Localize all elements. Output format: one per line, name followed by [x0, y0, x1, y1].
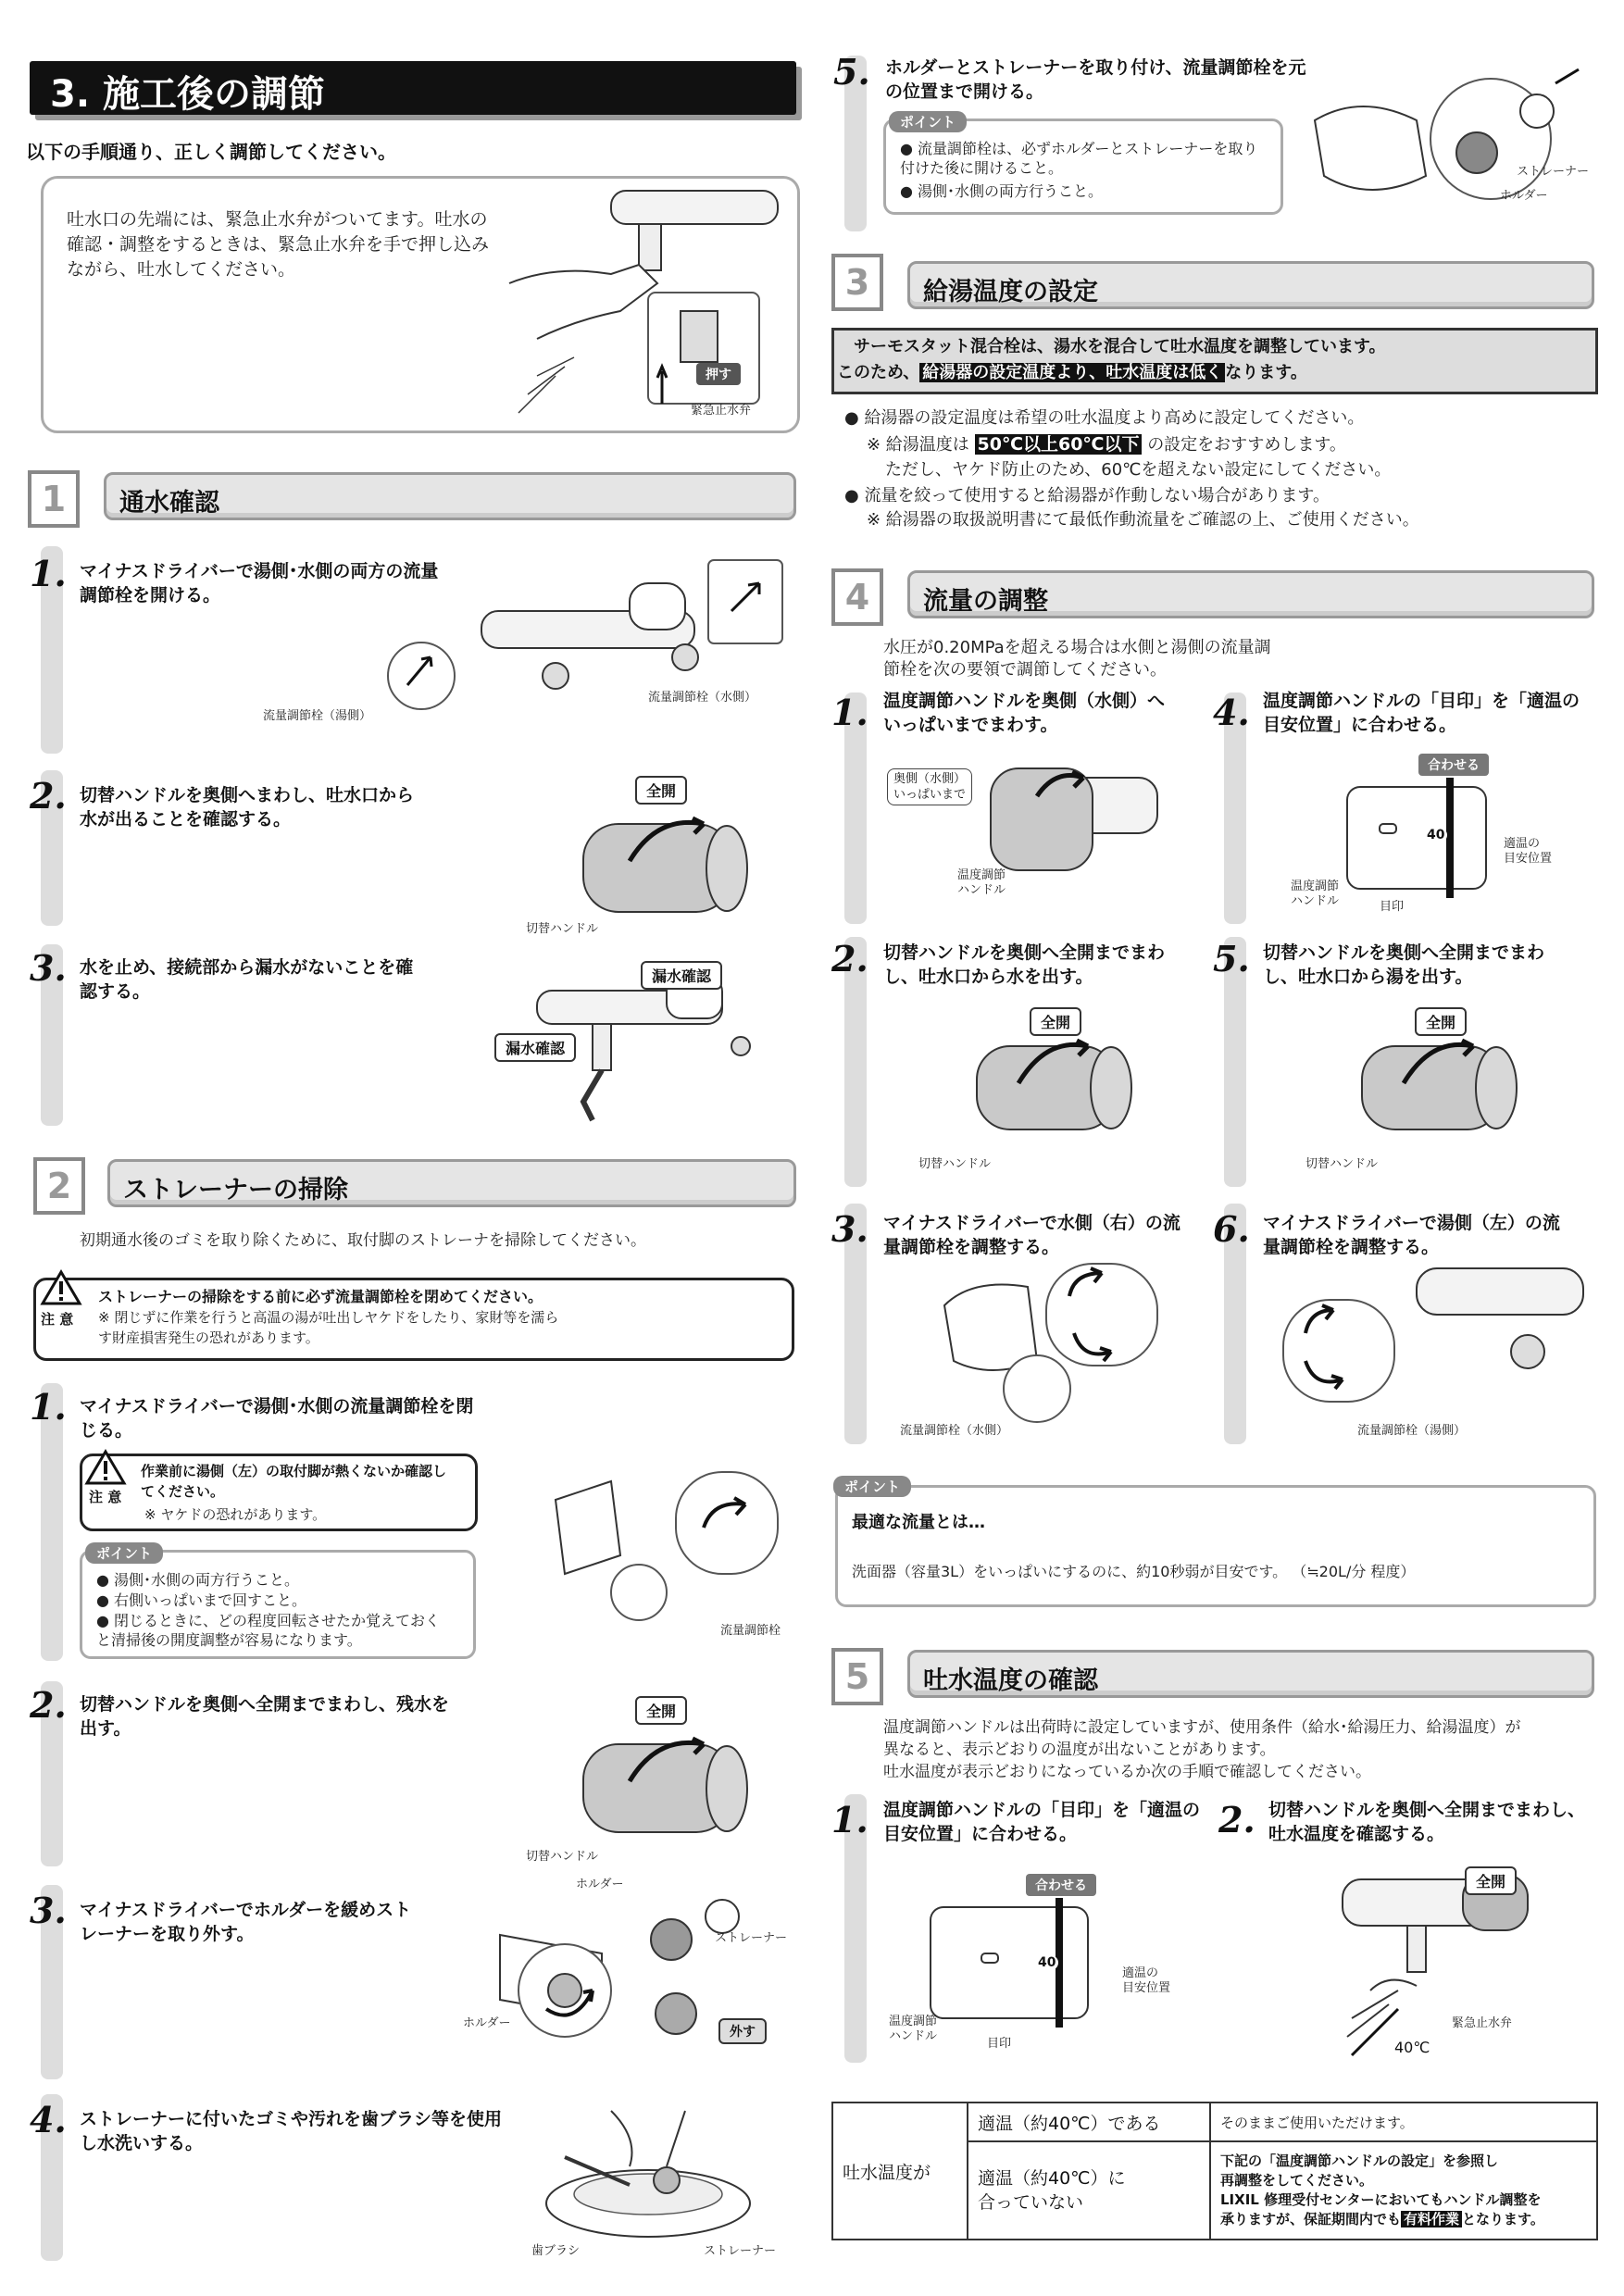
- handle-open-illustration: [574, 796, 778, 926]
- handle-open-illustration: [972, 1028, 1157, 1148]
- holder-label: ホルダー: [463, 2016, 511, 2030]
- cold-valve-adjust-illustration: [935, 1259, 1176, 1435]
- info-line: サーモスタット混合栓は、湯水を混合して吐水温度を調整しています。: [854, 337, 1386, 356]
- holder-label: ホルダー: [576, 1878, 624, 1891]
- table-cell: 適温（約40℃）である: [968, 2103, 1210, 2141]
- handle-open-illustration: [1357, 1028, 1543, 1148]
- step-number: 3.: [30, 1890, 67, 1931]
- point-item: ● 湯側･水側の両方行うこと。: [900, 182, 1104, 200]
- warning-icon: [41, 1268, 81, 1305]
- section-number-5: 5: [831, 1648, 883, 1705]
- section-number-4: 4: [831, 568, 883, 626]
- notice-text: 吐水口の先端には、緊急止水弁がついてます。吐水の確認・調整をするときは、緊急止水弁を手で押し込みながら、吐水してください。: [67, 209, 490, 280]
- temp-dial-align-illustration: [926, 1898, 1130, 2028]
- step-text: 切替ハンドルを奥側へ全開までまわし、吐水口から湯を出す。: [1263, 942, 1545, 987]
- holder-label: ホルダー: [1500, 189, 1548, 203]
- step-number: 1.: [831, 692, 868, 733]
- step-text: 切替ハンドルを奥側へ全開までまわし、残水を出す。: [80, 1694, 450, 1739]
- caution-note: ※ 閉じずに作業を行うと高温の湯が吐出しヤケドをしたり、家財等を濡らす財産損害発生の恐れがあります。: [98, 1309, 559, 1346]
- section-intro: 吐水温度が表示どおりになっているか次の手順で確認してください。: [883, 1763, 1371, 1781]
- caution-badge: 注 意: [89, 1489, 122, 1505]
- step-text: 切替ハンドルを奥側へ全開までまわし、吐水温度を確認する。: [1268, 1800, 1586, 1844]
- step-text: 水を止め、接続部から漏水がないことを確認する。: [80, 957, 414, 1002]
- bullet-note: ※ 給湯器の取扱説明書にて最低作動流量をご確認の上、ご使用ください。: [867, 510, 1419, 530]
- table-cell: 下記の「温度調節ハンドルの設定」を参照し 再調整をしてください。 LIXIL 修理受付センターにおいてもハンドル調整を 承りますが、保証期間内でも 有料作業 となります。: [1210, 2141, 1597, 2240]
- cold-valve-label: 流量調節栓（水側）: [648, 691, 757, 705]
- temp-handle-turn-illustration: [981, 759, 1167, 898]
- temp-handle-label: 温度調節 ハンドル: [957, 868, 1006, 897]
- point-box: [835, 1485, 1596, 1607]
- bullet: ● 流量を絞って使用すると給湯器が作動しない場合があります。: [844, 486, 1330, 505]
- full-open-tag: 全開: [1415, 1007, 1467, 1036]
- remove-tag: 外す: [718, 2018, 767, 2044]
- table-row: [832, 2103, 1597, 2141]
- point-badge: ポイント: [85, 1542, 163, 1564]
- point-badge: ポイント: [889, 111, 967, 132]
- dial-value: 40: [1424, 828, 1447, 842]
- step-text: 切替ハンドルを奥側へまわし、吐水口から水が出ることを確認する。: [80, 785, 415, 830]
- bullet-note: ただし、ヤケド防止のため、60℃を超えない設定にしてください。: [885, 460, 1392, 480]
- step-text: マイナスドライバーで水側（右）の流量調節栓を調整する。: [883, 1213, 1181, 1257]
- faucet-push-illustration: [500, 181, 796, 431]
- table-cell: 適温（約40℃）に 合っていない: [968, 2141, 1210, 2240]
- section-title-1: 通水確認: [104, 472, 796, 520]
- section-intro: 初期通水後のゴミを取り除くために、取付脚のストレーナを掃除してください。: [80, 1231, 646, 1250]
- push-tag: 押す: [696, 363, 741, 385]
- hot-valve-label: 流量調節栓（湯側）: [263, 709, 372, 723]
- handle-label: 切替ハンドル: [526, 1850, 599, 1864]
- step-number: 2.: [30, 1684, 67, 1726]
- page-title: 3. 施工後の調節: [30, 61, 796, 115]
- handle-open-illustration: [574, 1726, 778, 1855]
- toothbrush-label: 歯ブラシ: [531, 2244, 581, 2258]
- section-intro: 異なると、表示どおりの温度が出ないことがあります。: [883, 1741, 1276, 1759]
- step-text: 温度調節ハンドルの「目印」を「適温の目安位置」に合わせる。: [1263, 691, 1580, 735]
- callout-back-side: 奥側（水側） いっぱいまで: [887, 768, 972, 805]
- caution-note: ※ ヤケドの恐れがあります。: [144, 1506, 327, 1523]
- step-number: 3.: [30, 947, 67, 989]
- step-text: ストレーナーに付いたゴミや汚れを歯ブラシ等を使用し水洗いする。: [80, 2109, 503, 2153]
- step-number: 3.: [831, 1208, 868, 1250]
- target-label: 適温の 目安位置: [1504, 837, 1553, 866]
- caution-badge: 注 意: [41, 1311, 74, 1328]
- point-item: ● 右側いっぱいまで回すこと。: [96, 1591, 307, 1609]
- step-text: マイナスドライバーでホルダーを緩めストレーナーを取り外す。: [80, 1900, 412, 1944]
- section-intro: 温度調節ハンドルは出荷時に設定していますが、使用条件（給水･給湯圧力、給湯温度）が: [883, 1718, 1521, 1737]
- cold-valve-label: 流量調節栓（水側）: [900, 1424, 1009, 1438]
- target-label: 適温の 目安位置: [1122, 1966, 1171, 1995]
- full-open-tag: 全開: [1465, 1866, 1517, 1895]
- handle-label: 切替ハンドル: [1305, 1157, 1379, 1171]
- bullet-note: ※ 給湯温度は 50℃以上60℃以下 の設定をおすすめします。: [867, 434, 1346, 455]
- step-text: 温度調節ハンドルを奥側（水側）へいっぱいまでまわす。: [883, 691, 1166, 735]
- full-open-tag: 全開: [635, 776, 687, 805]
- caution-title: 作業前に湯側（左）の取付脚が熱くないか確認してください。: [141, 1463, 447, 1500]
- temp-handle-label: 温度調節 ハンドル: [889, 2015, 938, 2043]
- step-number: 5.: [1213, 938, 1250, 980]
- water-temp-check-illustration: [1333, 1870, 1574, 2065]
- handle-label: 切替ハンドル: [918, 1157, 992, 1171]
- dial-value: 40: [1035, 1955, 1058, 1970]
- table-cell: 吐水温度が: [832, 2103, 968, 2240]
- step-number: 4.: [1213, 692, 1250, 733]
- section-number-2: 2: [33, 1157, 85, 1215]
- step-text: 切替ハンドルを奥側へ全開までまわし、吐水口から水を出す。: [883, 942, 1166, 987]
- step-number: 2.: [831, 938, 868, 980]
- table-cell: そのままご使用いただけます。: [1210, 2103, 1597, 2141]
- align-tag: 合わせる: [1418, 754, 1489, 776]
- step-text: 温度調節ハンドルの「目印」を「適温の目安位置」に合わせる。: [883, 1800, 1201, 1844]
- bullet: ● 給湯器の設定温度は希望の吐水温度より高めに設定してください。: [844, 408, 1365, 428]
- valve-label: 緊急止水弁: [1452, 2016, 1513, 2030]
- point-item: ● 閉じるときに、どの程度回転させたか覚えておくと清掃後の開度調整が容易になります。: [96, 1612, 441, 1649]
- section-title-2: ストレーナーの掃除: [107, 1159, 796, 1207]
- step-text: ホルダーとストレーナーを取り付け、流量調節栓を元の位置まで開ける。: [885, 57, 1306, 102]
- step-number: 1.: [831, 1799, 868, 1841]
- strainer-wash-illustration: [528, 2102, 787, 2250]
- step-text: マイナスドライバーで湯側（左）の流量調節栓を調整する。: [1263, 1213, 1560, 1257]
- step-number: 4.: [30, 2099, 67, 2140]
- strainer-label: ストレーナー: [704, 2244, 777, 2258]
- leak-check-tag: 漏水確認: [641, 961, 722, 990]
- handle-label: 切替ハンドル: [526, 922, 599, 936]
- mark-label: 目印: [1380, 900, 1405, 914]
- point-item: ● 湯側･水側の両方行うこと。: [96, 1571, 300, 1589]
- intro-text: 以下の手順通り、正しく調節してください。: [26, 141, 396, 163]
- step-number: 1.: [30, 1386, 67, 1428]
- info-line: このため、 給湯器の設定温度より、吐水温度は低く なります。: [837, 363, 1307, 382]
- step-text: マイナスドライバーで湯側･水側の流量調節栓を閉じる。: [80, 1396, 474, 1441]
- warning-icon: [85, 1448, 126, 1485]
- point-badge: ポイント: [833, 1476, 911, 1497]
- section-number-3: 3: [831, 254, 883, 311]
- valve-label: 緊急止水弁: [691, 404, 752, 418]
- step-number: 2.: [1218, 1799, 1255, 1841]
- temp-label: 40℃: [1394, 2039, 1430, 2056]
- point-title: 最適な流量とは…: [852, 1513, 985, 1532]
- section-number-1: 1: [28, 470, 80, 528]
- step-text: マイナスドライバーで湯側･水側の両方の流量調節栓を開ける。: [80, 561, 439, 605]
- section-title-5: 吐水温度の確認: [907, 1650, 1594, 1698]
- caution-title: ストレーナーの掃除をする前に必ず流量調節栓を閉めてください。: [98, 1288, 543, 1305]
- step-number: 1.: [30, 553, 67, 594]
- result-table: [831, 2102, 1598, 2240]
- section-title-4: 流量の調整: [907, 570, 1594, 618]
- point-item: ● 流量調節栓は、必ずホルダーとストレーナーを取り付けた後に開けること。: [900, 140, 1258, 177]
- strainer-install-illustration: [1305, 65, 1611, 213]
- valve-close-illustration: [546, 1463, 787, 1629]
- hot-valve-label: 流量調節栓（湯側）: [1357, 1424, 1467, 1438]
- mark-label: 目印: [987, 2037, 1012, 2051]
- flow-valve-label: 流量調節栓: [720, 1624, 781, 1638]
- section-intro: 水圧が0.20MPaを超える場合は水側と湯側の流量調節栓を次の要領で調節してください。: [883, 638, 1271, 680]
- full-open-tag: 全開: [1030, 1007, 1081, 1036]
- flow-valve-open-illustration: [380, 555, 796, 731]
- step-number: 5.: [833, 51, 870, 93]
- point-text: 洗面器（容量3L）をいっぱいにするのに、約10秒弱が目安です。 （≒20L/分 程度）: [852, 1563, 1416, 1580]
- full-open-tag: 全開: [635, 1696, 687, 1725]
- section-title-3: 給湯温度の設定: [907, 261, 1594, 309]
- strainer-label: ストレーナー: [1517, 165, 1590, 179]
- hot-valve-adjust-illustration: [1278, 1259, 1593, 1426]
- leak-check-tag: 漏水確認: [494, 1033, 576, 1062]
- align-tag: 合わせる: [1026, 1874, 1096, 1896]
- step-number: 2.: [30, 775, 67, 817]
- temp-handle-label: 温度調節 ハンドル: [1291, 880, 1340, 908]
- strainer-label: ストレーナー: [715, 1931, 788, 1945]
- step-number: 6.: [1213, 1208, 1250, 1250]
